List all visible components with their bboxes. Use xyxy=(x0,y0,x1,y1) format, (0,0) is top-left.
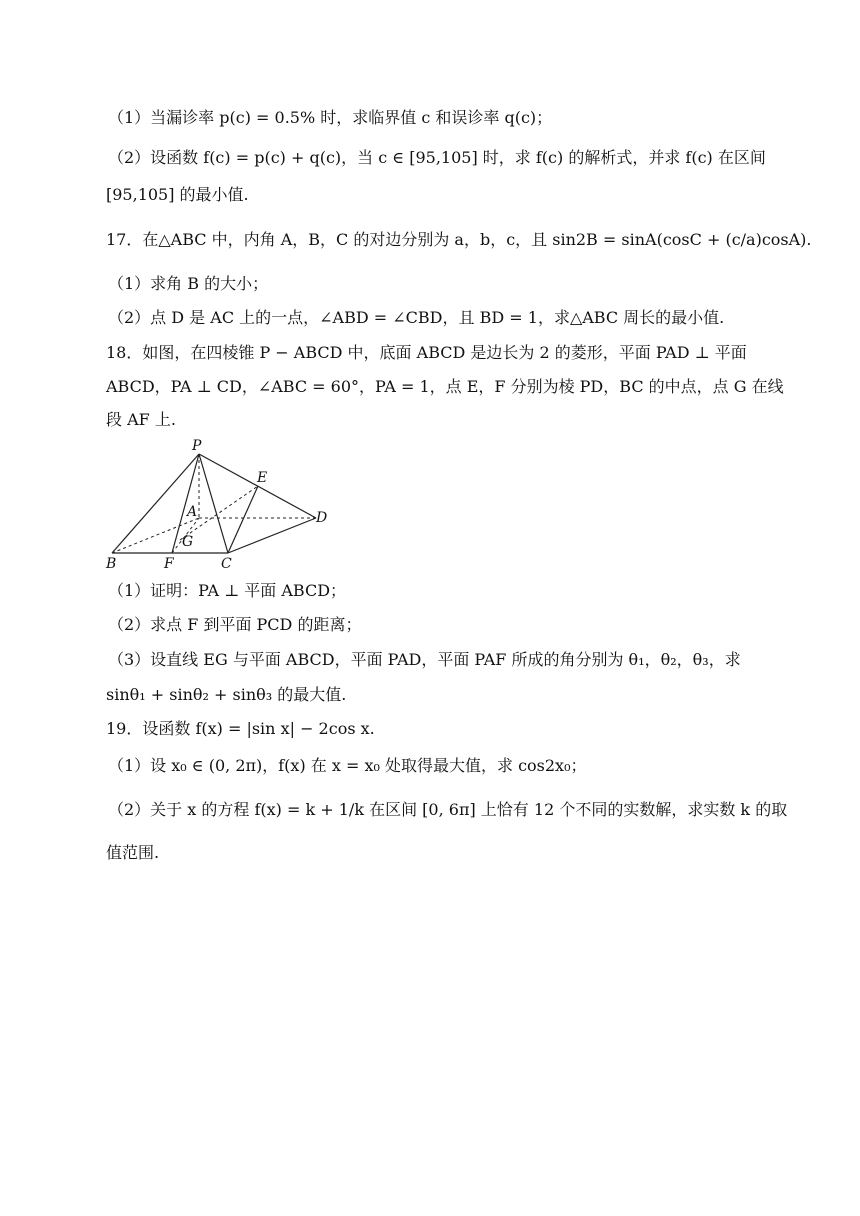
q18-part1: （1）证明：PA ⊥ 平面 ABCD； xyxy=(108,581,347,600)
label-p: P xyxy=(192,438,202,454)
q17-part1: （1）求角 B 的大小； xyxy=(108,274,269,293)
q18-part3: （3）设直线 EG 与平面 ABCD，平面 PAD，平面 PAF 所成的角分别为 θ₁，θ₂，θ₃，求 xyxy=(108,650,741,669)
q18-stem-line2: ABCD，PA ⊥ CD，∠ABC = 60°，PA = 1，点 E，F 分别为棱 PD，BC 的中点，点 G 在线 xyxy=(106,377,784,396)
q16-part2-cont: [95,105] 的最小值. xyxy=(106,185,249,204)
label-e: E xyxy=(257,470,268,486)
pyramid-figure xyxy=(100,438,340,573)
q18-part2: （2）求点 F 到平面 PCD 的距离； xyxy=(108,615,362,634)
q18-part3-cont: sinθ₁ + sinθ₂ + sinθ₃ 的最大值. xyxy=(106,685,347,704)
q18-stem-line3: 段 AF 上. xyxy=(106,410,176,429)
q19-stem: 19．设函数 f(x) = |sin x| − 2cos x. xyxy=(106,719,375,738)
q16-part1: （1）当漏诊率 p(c) = 0.5% 时，求临界值 c 和误诊率 q(c)； xyxy=(108,108,553,127)
label-b: B xyxy=(106,556,117,572)
label-d: D xyxy=(316,510,328,526)
q17-stem: 17．在△ABC 中，内角 A，B，C 的对边分别为 a，b，c，且 sin2B = sinA(cosC + (c/a)cosA). xyxy=(106,230,812,249)
pyramid-diagram xyxy=(100,438,340,573)
q19-part2: （2）关于 x 的方程 f(x) = k + 1/k 在区间 [0, 6π] 上恰有 12 个不同的实数解，求实数 k 的取 xyxy=(108,800,788,819)
label-c: C xyxy=(221,556,232,572)
q19-part1: （1）设 x₀ ∈ (0, 2π)，f(x) 在 x = x₀ 处取得最大值，求 cos2x₀； xyxy=(108,756,587,775)
label-a: A xyxy=(187,504,198,520)
label-g: G xyxy=(182,534,194,550)
q19-part2-cont: 值范围. xyxy=(106,843,160,862)
edge-pc xyxy=(199,454,228,553)
q16-part2: （2）设函数 f(c) = p(c) + q(c)，当 c ∈ [95,105] 时，求 f(c) 的解析式，并求 f(c) 在区间 xyxy=(108,148,766,167)
label-f: F xyxy=(164,556,174,572)
q17-part2: （2）点 D 是 AC 上的一点，∠ABD = ∠CBD，且 BD = 1，求△ABC 周长的最小值. xyxy=(108,308,725,327)
q18-stem-line1: 18．如图，在四棱锥 P − ABCD 中，底面 ABCD 是边长为 2 的菱形，平面 PAD ⊥ 平面 xyxy=(106,343,747,362)
